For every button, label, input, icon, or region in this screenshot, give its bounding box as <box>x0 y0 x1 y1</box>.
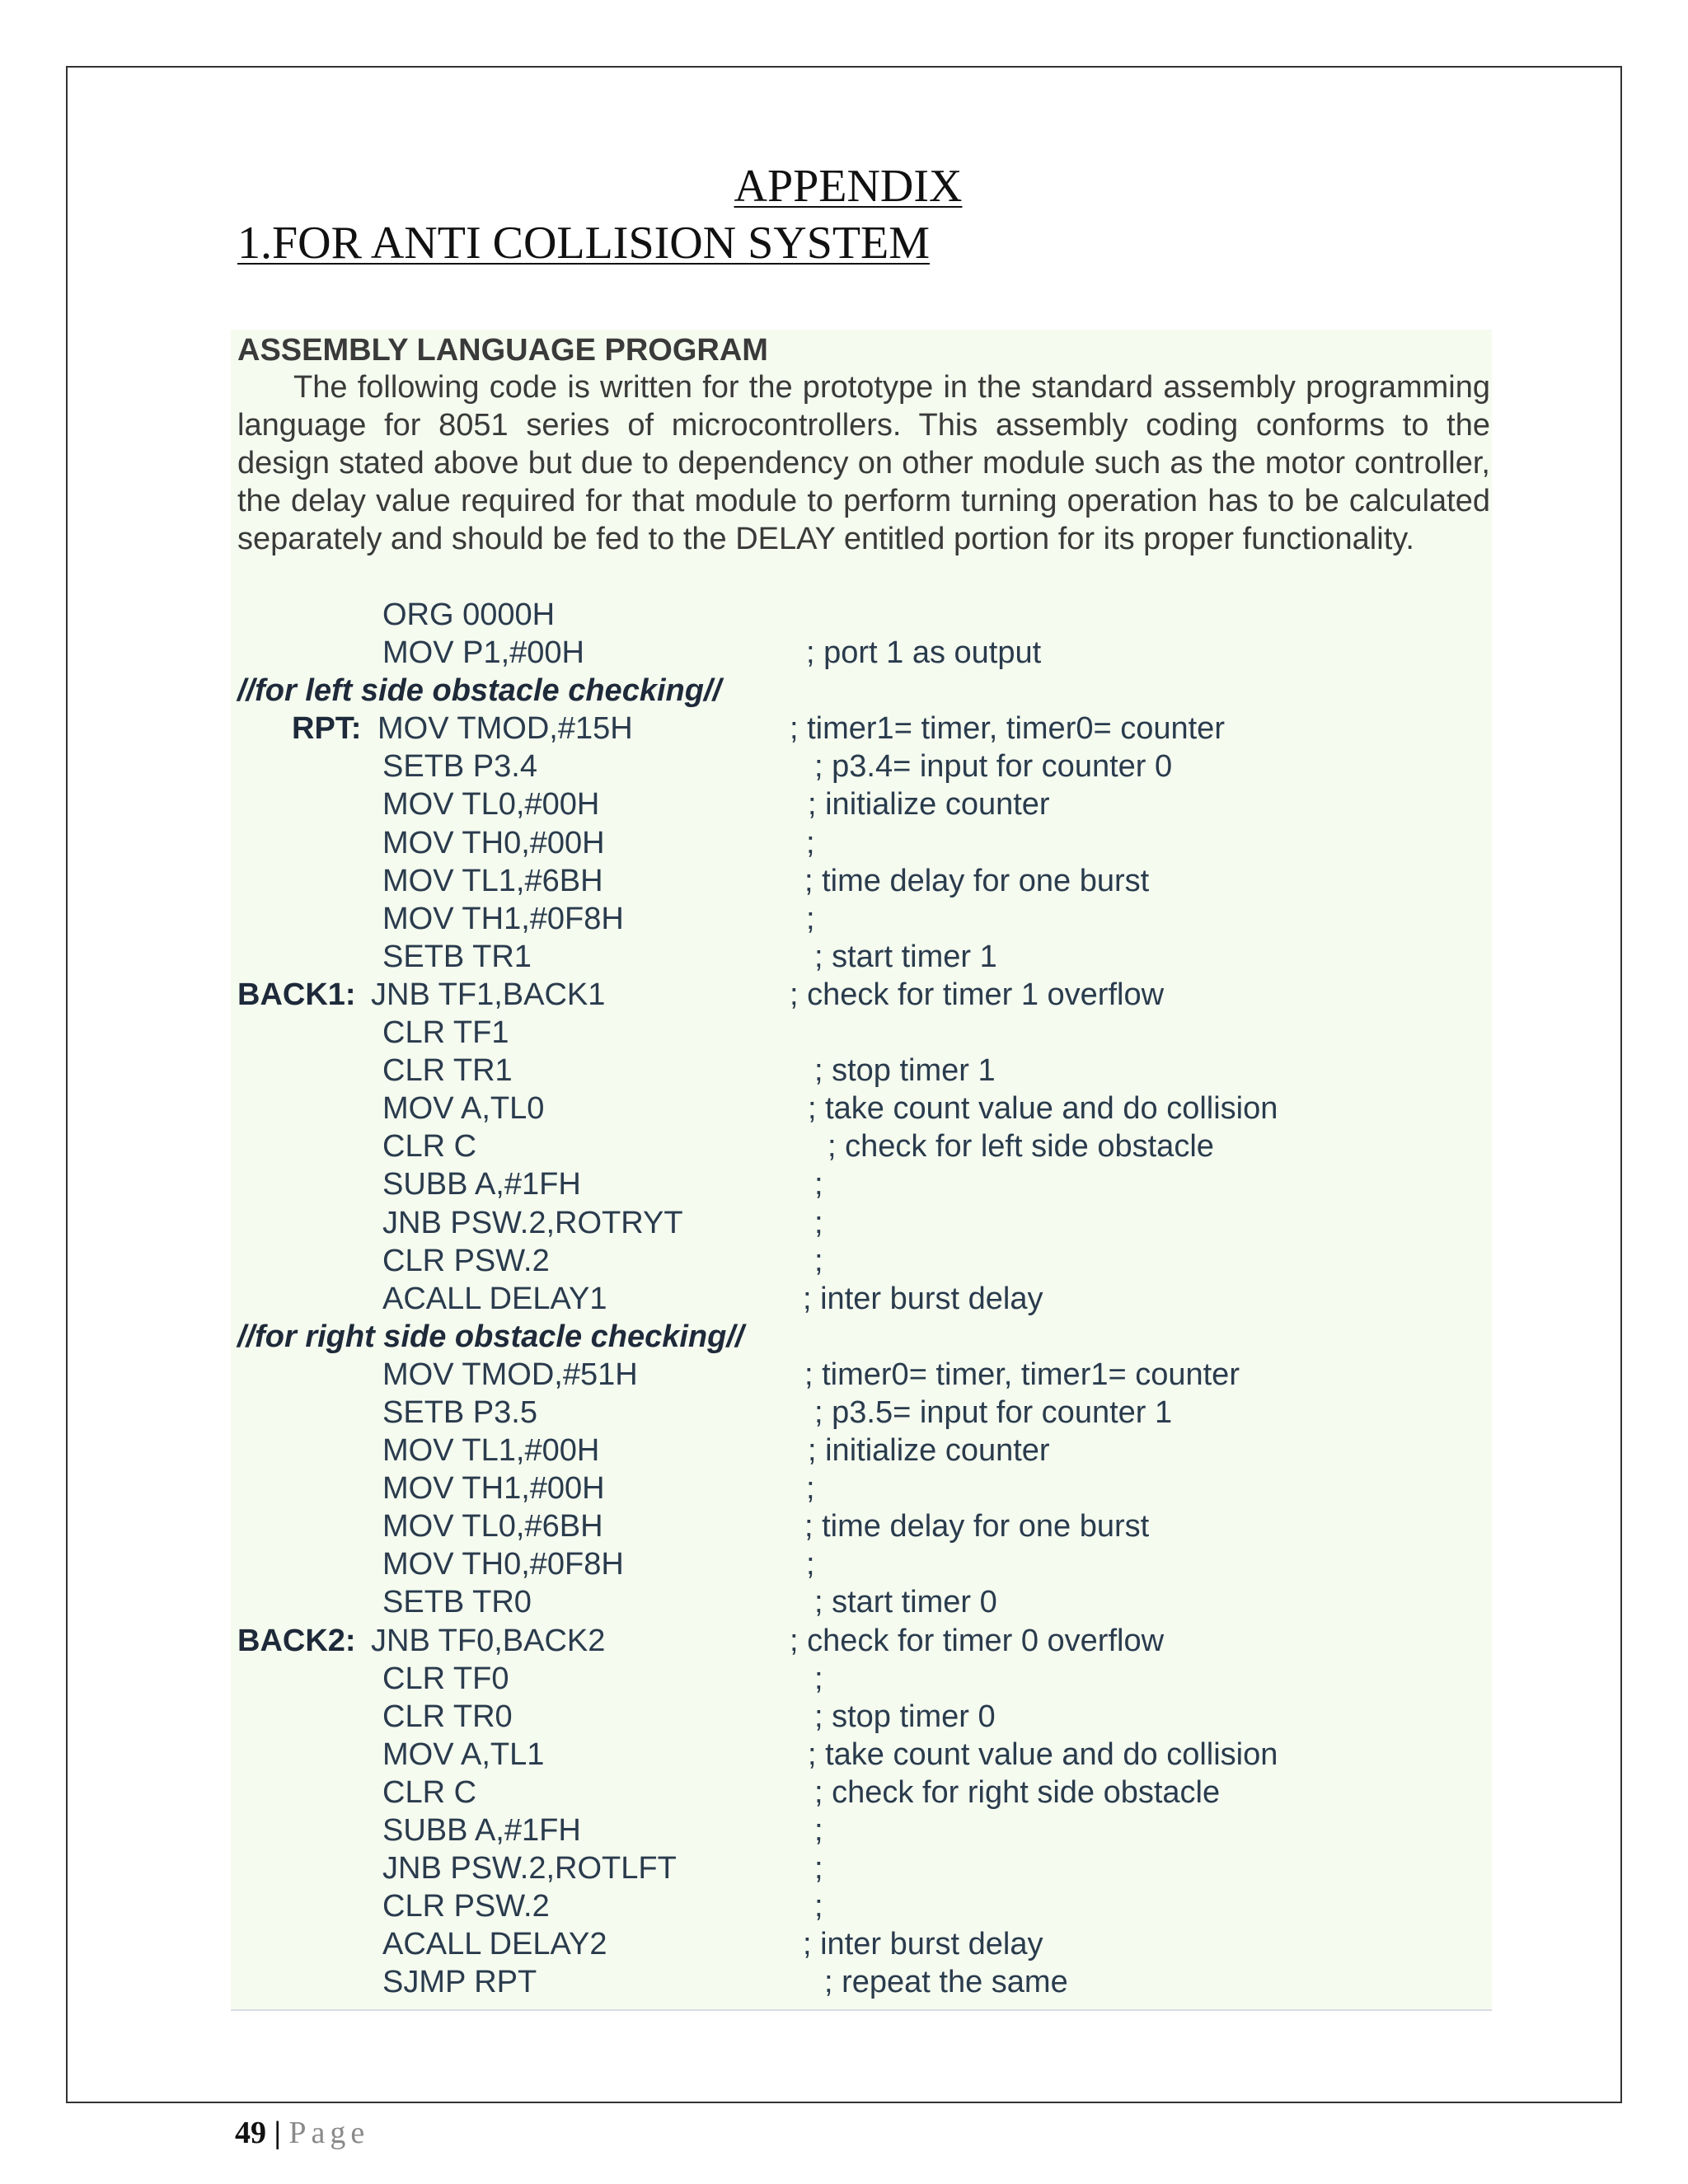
code-line <box>237 1204 1490 1242</box>
code-line <box>237 1165 1490 1203</box>
code-line <box>237 824 1490 862</box>
code-label: BACK1: <box>237 977 356 1012</box>
code-instruction: CLR TR0 <box>382 1699 513 1734</box>
code-comment: ; inter burst delay <box>803 1281 1043 1316</box>
code-comment: ; inter burst delay <box>803 1927 1043 1962</box>
code-comment: ; p3.4= input for counter 0 <box>814 749 1173 785</box>
code-instruction: MOV TL1,#00H <box>382 1433 600 1469</box>
code-instruction: MOV A,TL0 <box>382 1091 545 1127</box>
code-instruction: MOV TH0,#00H <box>382 825 605 860</box>
code-line <box>237 672 1490 710</box>
intro-paragraph: The following code is written for the prototype in the standard assembly programming language for 8051 series of microcontrollers. This assembly coding conforms to the design stated above but due to dependency on other module such as the motor controller, the delay value required for that module to perform turning operation has to be calculated separately and should be fed to the DELAY entitled portion for its proper functionality. <box>237 370 1490 556</box>
code-comment: ; take count value and do collision <box>808 1736 1278 1772</box>
code-comment: ; start timer 1 <box>814 939 997 974</box>
code-line <box>237 1583 1490 1621</box>
code-comment: ; initialize counter <box>808 1433 1050 1469</box>
code-line <box>237 1849 1490 1887</box>
code-comment: ; p3.5= input for counter 1 <box>814 1394 1173 1430</box>
code-instruction: JNB PSW.2,ROTLFT <box>382 1851 677 1886</box>
code-instruction: SETB TR1 <box>382 939 532 974</box>
code-line <box>237 1356 1490 1394</box>
code-comment: ; <box>814 1205 823 1240</box>
code-line <box>237 1774 1490 1811</box>
code-comment: ; check for timer 1 overflow <box>790 977 1165 1012</box>
code-line <box>237 862 1490 900</box>
code-instruction: SETB P3.5 <box>382 1394 537 1430</box>
code-line <box>237 938 1490 976</box>
code-line <box>237 1014 1490 1052</box>
section-title: 1.FOR ANTI COLLISION SYSTEM <box>237 218 931 269</box>
code-line <box>237 1242 1490 1280</box>
code-instruction: MOV P1,#00H <box>382 635 584 671</box>
code-instruction: MOV TL1,#6BH <box>382 863 603 898</box>
code-line <box>237 748 1490 785</box>
code-comment: ; <box>806 1471 815 1507</box>
code-line <box>237 1887 1490 1925</box>
code-comment: ; <box>806 1547 815 1582</box>
code-instruction: MOV TH1,#0F8H <box>382 901 624 936</box>
code-comment: ; <box>806 901 815 936</box>
code-line <box>237 1963 1490 2001</box>
code-line <box>237 1660 1490 1698</box>
program-subheading: ASSEMBLY LANGUAGE PROGRAM <box>237 333 768 368</box>
code-line <box>237 785 1490 823</box>
code-line <box>237 1736 1490 1774</box>
code-line <box>237 596 1490 634</box>
code-line <box>237 1622 1490 1660</box>
code-section-note: //for right side obstacle checking// <box>237 1319 744 1354</box>
code-line <box>237 1507 1490 1545</box>
code-instruction: CLR TF1 <box>382 1015 509 1051</box>
code-instruction: MOV A,TL1 <box>382 1736 545 1772</box>
code-instruction: MOV TMOD,#51H <box>382 1357 638 1392</box>
code-line <box>237 1925 1490 1963</box>
code-instruction: MOV TH0,#0F8H <box>382 1547 624 1582</box>
code-comment: ; take count value and do collision <box>808 1091 1278 1127</box>
code-comment: ; <box>814 1661 823 1696</box>
code-comment: ; <box>814 1889 823 1924</box>
code-comment: ; <box>814 1851 823 1886</box>
code-comment: ; time delay for one burst <box>804 863 1150 898</box>
code-instruction: ORG 0000H <box>382 598 556 632</box>
code-line <box>237 1469 1490 1507</box>
code-line <box>237 1127 1490 1165</box>
code-line <box>237 634 1490 672</box>
code-comment: ; <box>814 1167 823 1202</box>
code-comment: ; check for timer 0 overflow <box>790 1623 1165 1658</box>
code-instruction: MOV TMOD,#15H <box>377 711 633 747</box>
code-label: BACK2: <box>237 1623 356 1658</box>
footer-separator: | <box>274 2116 281 2150</box>
code-line <box>237 710 1490 748</box>
code-line <box>237 976 1490 1014</box>
code-section-note: //for left side obstacle checking// <box>237 673 722 709</box>
code-instruction: CLR C <box>382 1129 477 1165</box>
assembly-code-listing <box>237 596 1490 2001</box>
code-instruction: MOV TL0,#6BH <box>382 1509 603 1544</box>
page-footer <box>235 2114 369 2152</box>
code-instruction: MOV TH1,#00H <box>382 1471 605 1507</box>
code-instruction: CLR TR1 <box>382 1053 513 1089</box>
code-line <box>237 1394 1490 1432</box>
code-line <box>237 1432 1490 1469</box>
code-line <box>237 1698 1490 1736</box>
code-comment: ; start timer 0 <box>814 1585 997 1620</box>
code-instruction: CLR TF0 <box>382 1661 509 1696</box>
code-comment: ; <box>814 1243 823 1278</box>
code-line <box>237 900 1490 938</box>
code-instruction: JNB PSW.2,ROTRYT <box>382 1205 683 1240</box>
code-instruction: SETB P3.4 <box>382 749 537 785</box>
code-comment: ; <box>806 825 815 860</box>
code-comment: ; timer0= timer, timer1= counter <box>804 1357 1240 1392</box>
code-comment: ; time delay for one burst <box>804 1509 1150 1544</box>
code-instruction: CLR C <box>382 1774 477 1810</box>
code-comment: ; check for left side obstacle <box>828 1129 1214 1165</box>
code-comment: ; check for right side obstacle <box>814 1774 1221 1810</box>
code-instruction: SUBB A,#1FH <box>382 1167 581 1202</box>
code-instruction: SJMP RPT <box>382 1965 537 2000</box>
code-line <box>237 1811 1490 1849</box>
code-line <box>237 1280 1490 1318</box>
code-instruction: ACALL DELAY1 <box>382 1281 607 1316</box>
code-comment: ; repeat the same <box>824 1965 1068 2000</box>
code-comment: ; stop timer 1 <box>814 1053 996 1089</box>
code-instruction: MOV TL0,#00H <box>382 787 600 823</box>
page-word: Page <box>288 2116 370 2150</box>
code-comment: ; timer1= timer, timer0= counter <box>790 711 1225 747</box>
code-instruction: CLR PSW.2 <box>382 1243 550 1278</box>
code-instruction: SUBB A,#1FH <box>382 1813 581 1848</box>
page-number: 49 <box>235 2116 266 2150</box>
code-line <box>237 1318 1490 1356</box>
code-line <box>237 1545 1490 1583</box>
code-comment: ; stop timer 0 <box>814 1699 996 1734</box>
code-instruction: SETB TR0 <box>382 1585 532 1620</box>
code-comment: ; <box>814 1813 823 1848</box>
code-line <box>237 1090 1490 1127</box>
code-instruction: CLR PSW.2 <box>382 1889 550 1924</box>
code-instruction: ACALL DELAY2 <box>382 1927 607 1962</box>
code-label: RPT: <box>292 711 362 747</box>
code-comment: ; initialize counter <box>808 787 1050 823</box>
code-comment: ; port 1 as output <box>806 635 1042 671</box>
code-instruction: JNB TF1,BACK1 <box>371 977 606 1012</box>
code-line <box>237 1052 1490 1090</box>
appendix-title: APPENDIX <box>734 161 963 212</box>
code-instruction: JNB TF0,BACK2 <box>371 1623 606 1658</box>
